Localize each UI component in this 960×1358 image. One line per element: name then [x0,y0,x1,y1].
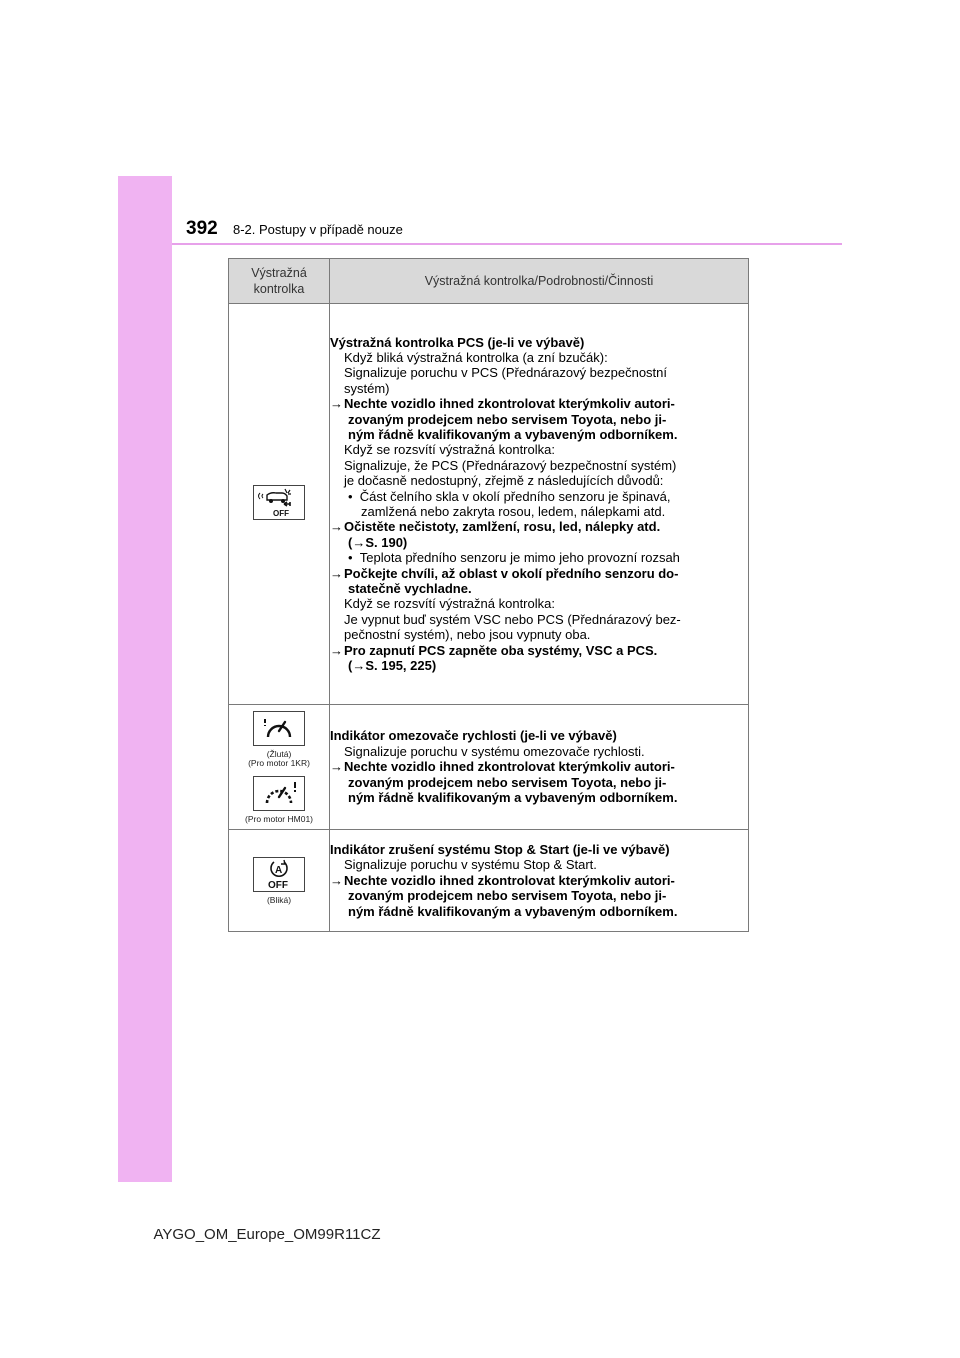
bullet-icon: • [348,488,360,504]
document-code: AYGO_OM_Europe_OM99R11CZ [153,1226,381,1243]
col-header-warning-light: Výstražná kontrolka [229,259,330,304]
detail-line: Když se rozsvítí výstražná kontrolka: [344,596,555,612]
arrow-icon: → [352,534,366,550]
page-reference: S. 195, 225) [365,658,437,674]
action-line: statečně vychladne. [348,581,472,597]
page-reference: S. 190) [365,534,408,550]
icon-caption: (Pro motor 1KR) [248,757,310,768]
action-line: Nechte vozidlo ihned zkontrolovat kterýmkoliv autori- [344,396,675,412]
table-row [229,304,749,705]
arrow-icon: → [330,759,343,775]
action-line: ným řádně kvalifikovaným a vybaveným odborníkem. [348,903,678,919]
pcs-off-label: OFF [273,508,289,518]
page-number: 392 [186,218,218,239]
action-line: zovaným prodejcem nebo servisem Toyota, nebo ji- [348,774,667,790]
table-header-row [229,259,749,304]
action-line: zovaným prodejcem nebo servisem Toyota, nebo ji- [348,411,667,427]
reference-paren: ( [348,534,353,550]
detail-line: je dočasně nedostupný, zřejmě z následujících důvodů: [344,473,664,489]
icon-cell [229,304,330,705]
reference-paren: ( [348,658,353,674]
action-line: Počkejte chvíli, až oblast v okolí předního senzoru do- [344,565,679,581]
action-line: Nechte vozidlo ihned zkontrolovat kterýmkoliv autori- [344,872,675,888]
stop-start-off-icon [253,857,305,892]
icon-caption: (Žlutá) [266,748,292,759]
table-row [229,830,749,932]
action-line: Pro zapnutí PCS zapněte oba systémy, VSC a PCS. [344,642,658,658]
detail-line: Signalizuje poruchu v PCS (Přednárazový bezpečnostní [344,365,668,381]
action-line: zovaným prodejcem nebo servisem Toyota, nebo ji- [348,888,667,904]
detail-line: pečnostní systém), nebo jsou vypnuty oba. [344,627,591,643]
arrow-icon: → [330,396,343,412]
arrow-icon: → [330,519,343,535]
pcs-off-icon [253,485,305,520]
action-line: Očistěte nečistoty, zamlžení, rosu, led, nálepky atd. [344,519,661,535]
detail-line: Signalizuje poruchu v systému omezovače rychlosti. [344,743,645,759]
icon-cell [229,830,330,932]
action-line: ným řádně kvalifikovaným a vybaveným odborníkem. [348,426,678,442]
arrow-icon: → [352,658,366,674]
row-title: Indikátor zrušení systému Stop & Start (je-li ve výbavě) [330,841,670,857]
details-cell [330,830,749,932]
arrow-icon: → [330,872,343,888]
icon-caption: (Pro motor HM01) [244,813,313,824]
bullet-icon: • [348,550,360,566]
col-header-details: Výstražná kontrolka/Podrobnosti/Činnosti [330,259,749,304]
speed-limiter-icon [253,711,305,746]
detail-line: Když se rozsvítí výstražná kontrolka: [344,442,555,458]
action-line: ným řádně kvalifikovaným a vybaveným odborníkem. [348,790,678,806]
bullet-line: Teplota předního senzoru je mimo jeho provozní rozsah [359,550,680,566]
arrow-icon: → [330,565,343,581]
arrow-icon: → [330,642,343,658]
svg-text:A: A [275,864,283,876]
icon-cell [229,705,330,830]
section-title: 8-2. Postupy v případě nouze [233,222,403,237]
warning-lights-table [228,258,749,932]
footer [0,1226,960,1243]
table-row [229,705,749,830]
detail-line: Signalizuje poruchu v systému Stop & Start. [344,857,597,873]
detail-line: systém) [344,380,390,396]
row-title: Indikátor omezovače rychlosti (je-li ve výbavě) [330,728,617,744]
bullet-line: zamlžená nebo zakryta rosou, ledem, nálepkami atd. [361,504,666,519]
bullet-line: Část čelního skla v okolí předního senzoru je špinavá, [359,488,671,504]
row-title: Výstražná kontrolka PCS (je-li ve výbavě) [330,334,585,350]
icon-caption: (Bliká) [266,894,292,905]
details-cell [330,304,749,705]
stop-start-off-label: OFF [268,879,288,891]
speed-limiter-icon [253,776,305,811]
action-line: Nechte vozidlo ihned zkontrolovat kterýmkoliv autori- [344,759,675,775]
detail-line: Signalizuje, že PCS (Přednárazový bezpečnostní systém) [344,457,677,473]
details-cell [330,705,749,830]
detail-line: Když bliká výstražná kontrolka (a zní bzučák): [344,349,608,365]
detail-line: Je vypnut buď systém VSC nebo PCS (Přednárazový bez- [344,611,681,627]
header-rule [172,243,842,245]
chapter-sidebar-tab [118,176,172,1182]
